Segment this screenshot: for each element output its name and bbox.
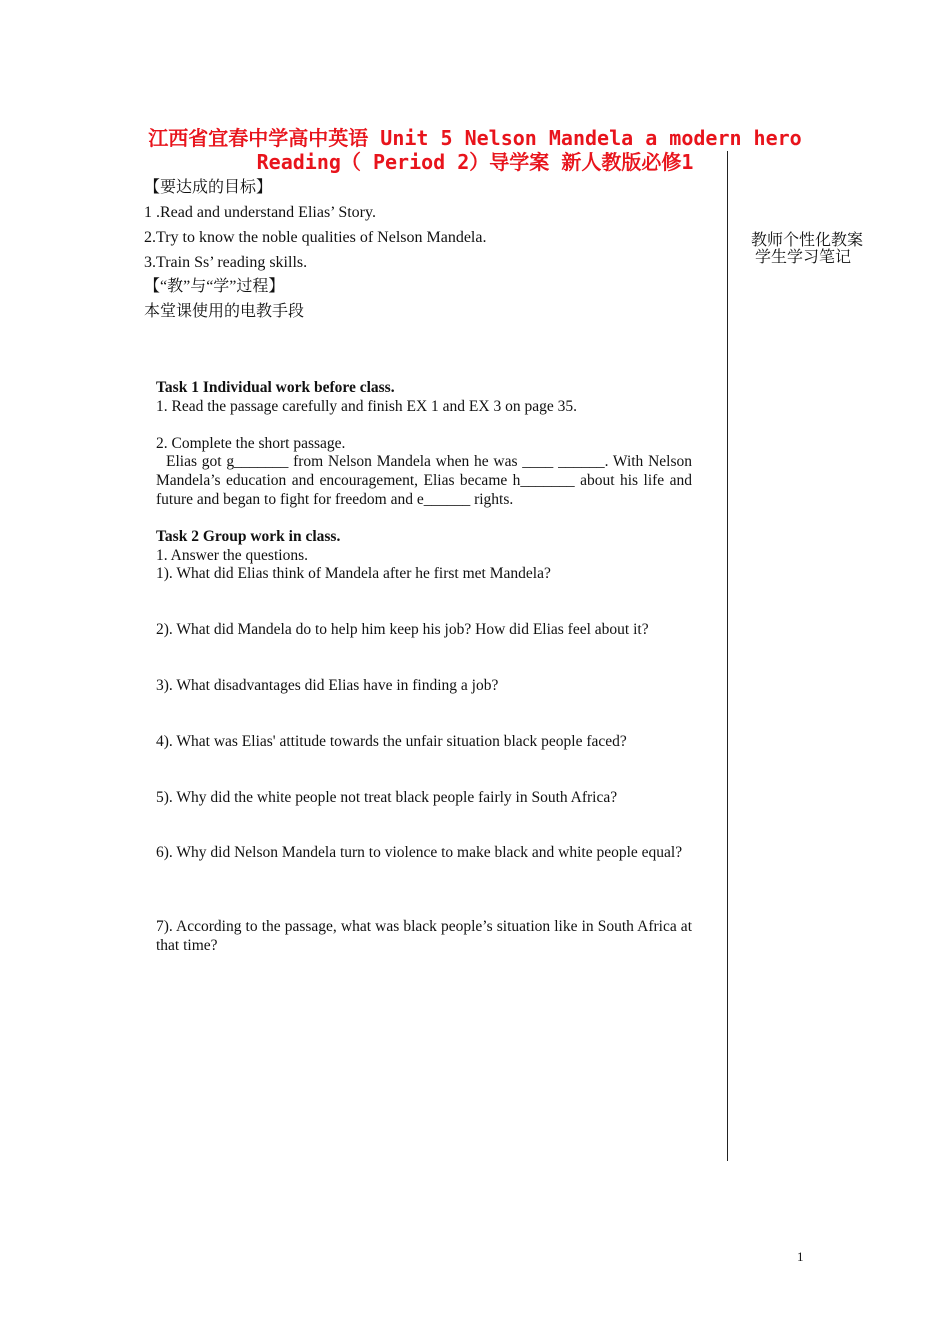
task2-section [156,528,692,565]
question-text: 5). Why did the white people not treat black people fairly in South Africa? [156,789,618,806]
document-title-line2: Reading（ Period 2）导学案 新人教版必修1 [256,150,694,174]
question [156,918,692,955]
objective-item: 2.Try to know the noble qualities of Nelson Mandela. [144,229,487,246]
margin-divider [727,151,728,1161]
task1-heading: Task 1 Individual work before class. [156,379,395,396]
objectives-heading: 【要达成的目标】 [144,179,273,196]
media-line: 本堂课使用的电教手段 [144,303,305,320]
question [156,621,692,640]
task1-item2: 2. Complete the short passage. [156,434,346,452]
sidebar-teacher-notes: 教师个性化教案 [751,230,864,249]
page-number: 1 [797,1249,804,1264]
process-heading: 【“教”与“学”过程】 [144,278,285,295]
sidebar-student-notes: 学生学习笔记 [755,247,852,266]
question [156,565,692,584]
task2-heading: Task 2 Group work in class. [156,528,341,545]
question [156,677,692,696]
task1-item1: 1. Read the passage carefully and finish EX 1 and EX 3 on page 35. [156,397,577,415]
question-text: 1). What did Elias think of Mandela after he first met Mandela? [156,565,551,582]
question-text: 2). What did Mandela do to help him keep his job? How did Elias feel about it? [156,621,649,638]
objective-item: 1 .Read and understand Elias’ Story. [144,204,376,221]
question-text: 3). What disadvantages did Elias have in finding a job? [156,677,499,694]
question [156,733,692,752]
document-title-line1: 江西省宜春中学高中英语 Unit 5 Nelson Mandela a modern hero [148,126,802,150]
objective-item: 3.Train Ss’ reading skills. [144,254,308,271]
question-text: 4). What was Elias' attitude towards the unfair situation black people faced? [156,733,627,750]
question [156,789,692,808]
task2-intro: 1. Answer the questions. [156,546,308,564]
question [156,844,692,863]
task1-cloze-passage: Elias got g_______ from Nelson Mandela when he was ____ ______. With Nelson Mandela’s education and encouragement, Elias became h_______ about his life and future and began to fight for freedom and e______ rights. [156,453,692,508]
question-text: 7). According to the passage, what was black people’s situation like in South Africa at that time? [156,918,692,954]
question-text: 6). Why did Nelson Mandela turn to violence to make black and white people equal? [156,844,683,861]
task1-section [156,379,692,509]
